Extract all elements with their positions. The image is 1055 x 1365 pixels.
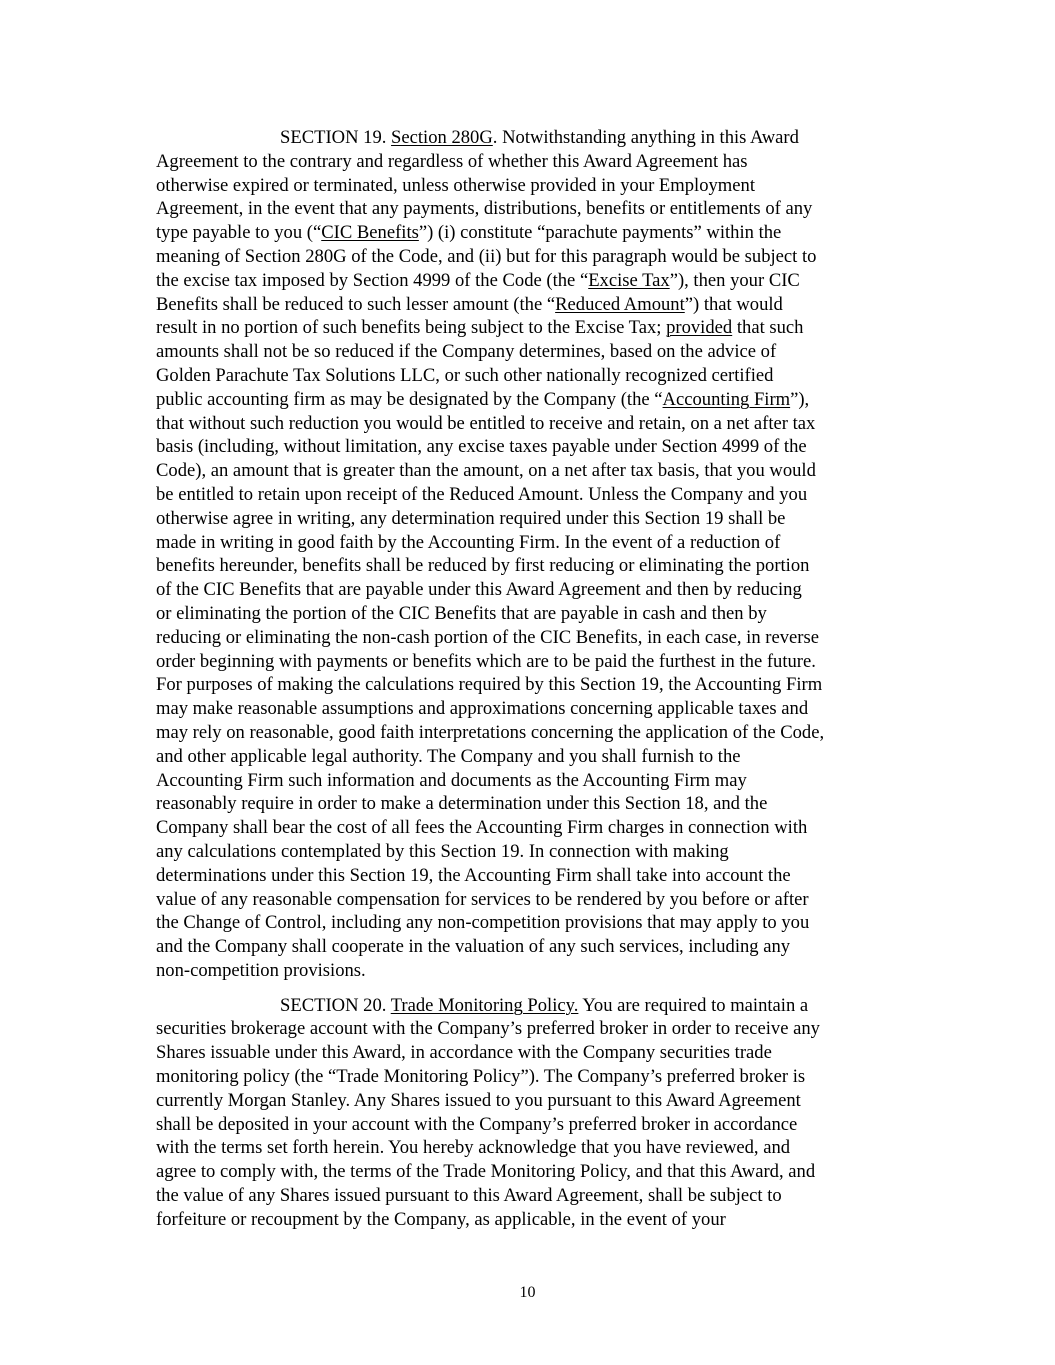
text-run: or eliminating the portion of the CIC Benefits that are payable in cash and then by (156, 602, 767, 624)
text-line (156, 150, 901, 174)
text-line (156, 1160, 901, 1184)
text-run: Accounting Firm such information and documents as the Accounting Firm may (156, 769, 747, 791)
text-run: ”) that would (684, 293, 783, 315)
text-line (156, 197, 901, 221)
text-run: securities brokerage account with the Company’s preferred broker in order to receive any (156, 1018, 820, 1040)
text-line (156, 721, 901, 745)
text-run: Agreement, in the event that any payments, distributions, benefits or entitlements of any (156, 198, 813, 220)
paragraph-gap (156, 983, 901, 994)
page-number: 10 (519, 1284, 536, 1301)
text-run: order beginning with payments or benefits which are to be paid the furthest in the future. (156, 650, 816, 672)
text-run: that without such reduction you would be entitled to receive and retain, on a net after tax (156, 412, 816, 434)
text-run: public accounting firm as may be designated by the Company (the “ (156, 388, 663, 410)
text-run: meaning of Section 280G of the Code, and (ii) but for this paragraph would be subject to (156, 245, 817, 267)
text-line (156, 792, 901, 816)
text-line (156, 174, 901, 198)
text-line (156, 531, 901, 555)
text-run: currently Morgan Stanley. Any Shares issued to you pursuant to this Award Agreement (156, 1089, 801, 1111)
text-run: any calculations contemplated by this Section 19. In connection with making (156, 840, 729, 862)
text-run: forfeiture or recoupment by the Company, as applicable, in the event of your (156, 1208, 726, 1230)
text-run: benefits hereunder, benefits shall be reduced by first reducing or eliminating the portion (156, 555, 810, 577)
text-run: ”), then your CIC (669, 269, 800, 291)
body-text (156, 126, 901, 1232)
text-line (156, 935, 901, 959)
text-run: For purposes of making the calculations required by this Section 19, the Accounting Firm (156, 674, 823, 696)
text-line (156, 221, 901, 245)
text-run: may make reasonable assumptions and approximations concerning applicable taxes and (156, 698, 809, 720)
text-line (156, 911, 901, 935)
text-line (156, 388, 901, 412)
defined-term: Reduced Amount (555, 293, 685, 315)
text-run: ”), (790, 388, 810, 410)
text-line (156, 1113, 901, 1137)
text-line (156, 245, 901, 269)
text-line (156, 994, 901, 1018)
text-line (156, 340, 901, 364)
text-line (156, 435, 901, 459)
text-line (156, 888, 901, 912)
text-run: the Change of Control, including any non-competition provisions that may apply to you (156, 912, 810, 934)
defined-term: Accounting Firm (662, 388, 791, 410)
text-run: and other applicable legal authority. The Company and you shall furnish to the (156, 745, 741, 767)
text-run: type payable to you (“ (156, 222, 322, 244)
text-line (156, 507, 901, 531)
text-line (156, 554, 901, 578)
text-run: the value of any Shares issued pursuant to this Award Agreement, shall be subject to (156, 1185, 782, 1207)
text-run: of the CIC Benefits that are payable under this Award Agreement and then by reducing (156, 579, 802, 601)
text-line (156, 1184, 901, 1208)
section-20-paragraph (156, 994, 901, 1232)
text-run: reasonably require in order to make a determination under this Section 18, and the (156, 793, 768, 815)
text-line (156, 126, 901, 150)
section-19-paragraph (156, 126, 901, 983)
text-line (156, 1017, 901, 1041)
text-line (156, 650, 901, 674)
text-line (156, 769, 901, 793)
text-run: SECTION 20. (280, 994, 391, 1016)
defined-term: Trade Monitoring Policy. (390, 994, 579, 1016)
text-run: monitoring policy (the “Trade Monitoring Policy”). The Company’s preferred broker is (156, 1066, 806, 1088)
text-run: You are required to maintain a (578, 994, 809, 1016)
text-run: result in no portion of such benefits being subject to the Excise Tax; (156, 317, 667, 339)
text-run: determinations under this Section 19, the Accounting Firm shall take into account the (156, 864, 791, 886)
text-run: the excise tax imposed by Section 4999 of the Code (the “ (156, 269, 589, 291)
text-line (156, 364, 901, 388)
text-run: otherwise expired or terminated, unless otherwise provided in your Employment (156, 174, 755, 196)
text-run: that such (732, 317, 804, 339)
text-run: Company shall bear the cost of all fees the Accounting Firm charges in connection with (156, 817, 808, 839)
text-line (156, 745, 901, 769)
text-line (156, 483, 901, 507)
text-run: with the terms set forth herein. You hereby acknowledge that you have reviewed, and (156, 1137, 791, 1159)
text-run: basis (including, without limitation, any excise taxes payable under Section 4999 of the (156, 436, 807, 458)
defined-term: CIC Benefits (321, 222, 419, 244)
text-run: Code), an amount that is greater than the amount, on a net after tax basis, that you would (156, 460, 816, 482)
text-line (156, 673, 901, 697)
text-run: may rely on reasonable, good faith interpretations concerning the application of the Code, (156, 721, 825, 743)
text-run: agree to comply with, the terms of the Trade Monitoring Policy, and that this Award, and (156, 1161, 816, 1183)
text-line (156, 269, 901, 293)
text-line (156, 1089, 901, 1113)
text-run: made in writing in good faith by the Accounting Firm. In the event of a reduction of (156, 531, 781, 553)
defined-term: Section 280G (391, 127, 493, 148)
text-line (156, 293, 901, 317)
text-line (156, 459, 901, 483)
text-line (156, 412, 901, 436)
text-line (156, 1041, 901, 1065)
text-run: amounts shall not be so reduced if the Company determines, based on the advice of (156, 341, 777, 363)
text-line (156, 1065, 901, 1089)
text-line (156, 1208, 901, 1232)
text-run: Agreement to the contrary and regardless of whether this Award Agreement has (156, 150, 748, 172)
defined-term: Excise Tax (588, 269, 670, 291)
text-line (156, 626, 901, 650)
text-run: Benefits shall be reduced to such lesser amount (the “ (156, 293, 556, 315)
text-run: value of any reasonable compensation for services to be rendered by you before or after (156, 888, 809, 910)
text-line (156, 602, 901, 626)
text-run: Shares issuable under this Award, in accordance with the Company securities trade (156, 1042, 772, 1064)
text-line (156, 1136, 901, 1160)
text-line (156, 316, 901, 340)
text-line (156, 840, 901, 864)
defined-term: provided (666, 317, 733, 339)
text-line (156, 864, 901, 888)
text-run: SECTION 19. (280, 127, 392, 148)
text-run: non-competition provisions. (156, 959, 366, 981)
text-run: ”) (i) constitute “parachute payments” within the (418, 222, 782, 244)
text-line (156, 697, 901, 721)
text-run: Golden Parachute Tax Solutions LLC, or such other nationally recognized certified (156, 364, 774, 386)
text-run: be entitled to retain upon receipt of the Reduced Amount. Unless the Company and you (156, 483, 808, 505)
text-run: and the Company shall cooperate in the valuation of any such services, including any (156, 936, 791, 958)
text-line (156, 959, 901, 983)
text-run: otherwise agree in writing, any determination required under this Section 19 shall be (156, 507, 786, 529)
text-run: . Notwithstanding anything in this Award (492, 127, 799, 148)
text-run: shall be deposited in your account with the Company’s preferred broker in accordance (156, 1113, 798, 1135)
text-line (156, 578, 901, 602)
text-run: reducing or eliminating the non-cash portion of the CIC Benefits, in each case, in reverse (156, 626, 819, 648)
text-line (156, 816, 901, 840)
